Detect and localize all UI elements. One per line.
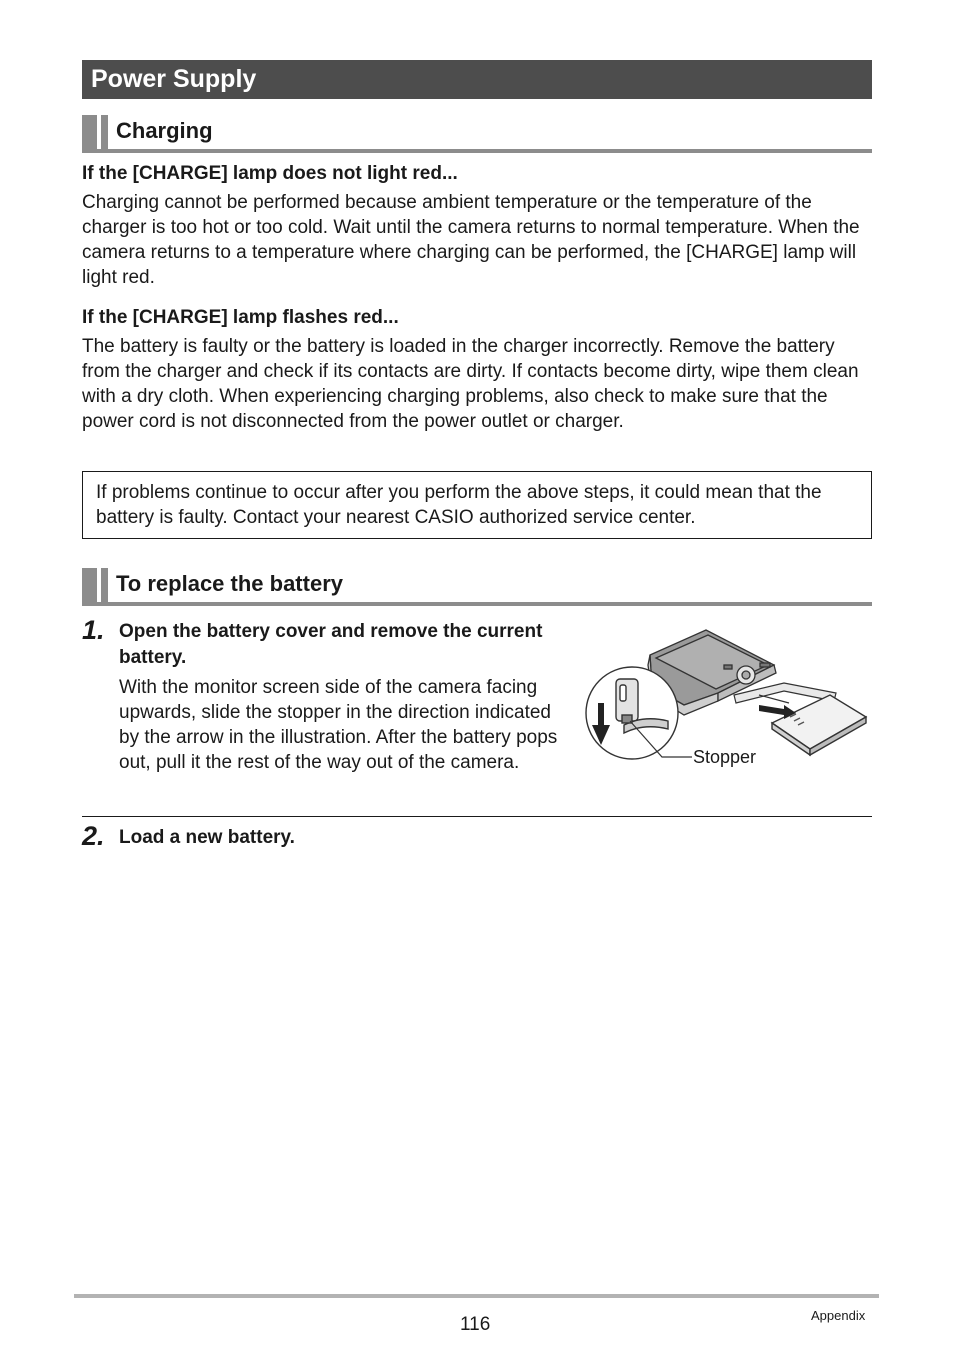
note-text: If problems continue to occur after you perform the above steps, it could mean that the battery is faulty. Contact your nearest CASIO authorized service center. bbox=[96, 482, 822, 528]
section-header-charging bbox=[82, 115, 872, 153]
subheading-lamp-not-red: If the [CHARGE] lamp does not light red... bbox=[82, 163, 458, 184]
battery-icon bbox=[772, 695, 866, 755]
step-number-2: 2. bbox=[82, 821, 105, 851]
subheading-lamp-flashes: If the [CHARGE] lamp flashes red... bbox=[82, 307, 399, 328]
note-box bbox=[82, 471, 872, 539]
step-number-1: 1. bbox=[82, 615, 105, 645]
header-underline bbox=[82, 149, 872, 153]
paragraph-lamp-flashes: The battery is faulty or the battery is loaded in the charger incorrectly. Remove the battery from the charger and check if its contacts are dirty. If contacts become dirty, wipe them clean with a dry cloth. When experiencing charging problems, also check to make sure that the power cord is not disconnected from the power outlet or charger. bbox=[82, 336, 859, 432]
step-divider bbox=[82, 816, 872, 817]
header-accent-bar bbox=[82, 115, 97, 149]
step-title-1: Open the battery cover and remove the current battery. bbox=[119, 621, 543, 668]
step-body-1: With the monitor screen side of the camera facing upwards, slide the stopper in the direction indicated by the arrow in the illustration. After the battery pops out, pull it the rest of the way out of the camera. bbox=[119, 677, 558, 773]
illustration-label-stopper: Stopper bbox=[693, 747, 757, 767]
header-accent-bar bbox=[101, 115, 108, 149]
footer-section-label: Appendix bbox=[811, 1308, 866, 1323]
header-accent-bar bbox=[82, 568, 97, 602]
step-title-2: Load a new battery. bbox=[119, 827, 295, 848]
section-heading-replace-battery: To replace the battery bbox=[116, 571, 343, 596]
header-accent-bar bbox=[101, 568, 108, 602]
footer-rule bbox=[74, 1294, 879, 1298]
section-heading-charging: Charging bbox=[116, 118, 213, 143]
paragraph-lamp-not-red: Charging cannot be performed because ambient temperature or the temperature of the charger is too hot or too cold. Wait until the camera returns to normal temperature. When the camera returns to a temperature where charging can be performed, the [CHARGE] lamp will light red. bbox=[82, 192, 860, 288]
page-title-bar bbox=[82, 60, 872, 99]
header-underline bbox=[82, 602, 872, 606]
page-number: 116 bbox=[460, 1314, 491, 1335]
page-title: Power Supply bbox=[91, 65, 257, 93]
section-header-replace-battery bbox=[82, 568, 872, 606]
